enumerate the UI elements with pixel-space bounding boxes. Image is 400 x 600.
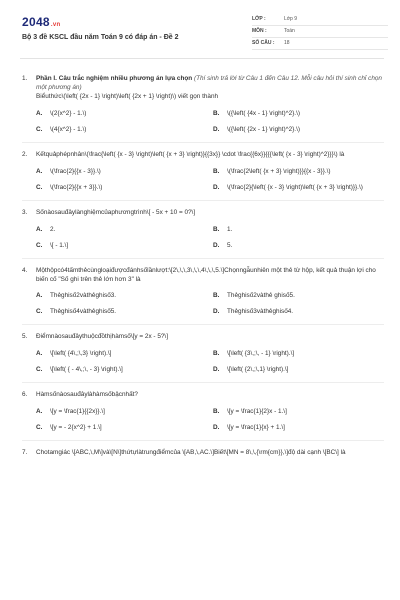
- option-b[interactable]: B. \(\frac{2\left( {x + 3} \right)}}{{x - 3}}.\): [213, 167, 331, 175]
- option-d[interactable]: D. \[\left( {2\,;\,1} \right).\]: [213, 365, 289, 373]
- meta-value: 18: [284, 40, 290, 46]
- site-logo[interactable]: 2048.vn: [22, 15, 61, 29]
- document-title: Bộ 3 đề KSCL đầu năm Toán 9 có đáp án - Đề 2: [22, 33, 179, 41]
- answer-options: [36, 106, 384, 138]
- option-c[interactable]: C. \[y = - 2{x^2} + 1.\]: [36, 423, 102, 431]
- option-a[interactable]: A. \[\left( {4\,;\,3} \right).\]: [36, 349, 112, 357]
- answer-options: [36, 346, 384, 378]
- document-header: [0, 0, 400, 58]
- meta-row-subject: [252, 26, 388, 38]
- answer-options: [36, 222, 384, 254]
- question-number: 4.: [22, 266, 28, 274]
- option-c[interactable]: C. \[ - 1.\]: [36, 241, 69, 249]
- option-b[interactable]: B. Thẻghisố2vàthẻ ghisố5.: [213, 291, 295, 299]
- question-text: Mộthộpcó4tấmthẻcùngloạiđượcđánhsốlầnlượt:\[2\,\,\,3\,\,\,4\,\,\,5.\]Chọnngẫunhiên một thẻ từ hộp, kết quả thuận lợi cho biến cố "Số ghi trên thẻ lớn hơn 3" là: [36, 266, 376, 283]
- option-a[interactable]: A. 2.: [36, 225, 56, 233]
- question-text: Sốnàosauđâylànghiệmcủaphươngtrình\[ - 5x + 10 = 0?\]: [36, 208, 196, 216]
- option-c[interactable]: C. \(4{x^2} - 1.\): [36, 125, 87, 133]
- question-7: [22, 449, 384, 459]
- question-text: Kếtquảphépnhân\(\frac{\left( {x - 3} \right)\left( {x + 3} \right)}{{3x}} \cdot \frac{{6x}}{{{\left( {x - 3} \right)^2}}}\) là: [36, 150, 345, 158]
- option-b[interactable]: B. \[\left( {3\,;\, - 1} \right).\]: [213, 349, 295, 357]
- part-note: (Thí sinh trả lời từ Câu 1 đến Câu 12. Mỗi câu hỏi thí sinh chỉ chọn một phương án): [36, 75, 382, 91]
- question-number: 3.: [22, 208, 28, 216]
- question-1: [22, 75, 384, 143]
- meta-row-count: [252, 38, 388, 50]
- question-text: Điểmnàosauđâythuộcđồthịhàmsố\[y = 2x - 5?\]: [36, 332, 168, 340]
- option-d[interactable]: D. \({\left( {2x - 1} \right)^2}.\): [213, 125, 300, 133]
- answer-options: [36, 164, 384, 196]
- option-a[interactable]: A. \(2{x^2} - 1.\): [36, 109, 87, 117]
- option-c[interactable]: C. \(\frac{2}{{x + 3}}.\): [36, 183, 103, 191]
- part-title: Phần I. Câu trắc nghiệm nhiều phương án lựa chọn: [36, 75, 193, 82]
- exam-meta: [252, 14, 388, 50]
- question-text: Biểuthức\(\left( {2x - 1} \right)\left( {2x + 1} \right)\) viết gọn thành: [36, 92, 219, 100]
- option-d[interactable]: D. 5.: [213, 241, 233, 249]
- option-d[interactable]: D. \[y = \frac{1}{x} + 1.\]: [213, 423, 285, 431]
- meta-key: MÔN :: [252, 28, 267, 34]
- question-number: 5.: [22, 332, 28, 340]
- option-d[interactable]: D. \(\frac{2}{\left( {x - 3} \right)\left( {x + 3} \right)}}.\): [213, 183, 363, 191]
- question-5: [22, 333, 384, 383]
- option-b[interactable]: B. 1.: [213, 225, 233, 233]
- option-d[interactable]: D. Thẻghisố3vàthẻghisố4.: [213, 307, 294, 315]
- question-4: [22, 267, 384, 325]
- answer-options: [36, 288, 384, 320]
- answer-options: [36, 404, 384, 436]
- option-a[interactable]: A. \(\frac{2}{{x - 3}}.\): [36, 167, 101, 175]
- option-b[interactable]: B. \[y = \frac{1}{2}x - 1.\]: [213, 407, 287, 415]
- option-c[interactable]: C. Thẻghisố4vàthẻghisố5.: [36, 307, 117, 315]
- question-divider: [22, 200, 384, 201]
- question-6: [22, 391, 384, 441]
- question-3: [22, 209, 384, 259]
- question-list: [0, 59, 400, 459]
- meta-row-class: [252, 14, 388, 26]
- meta-value: Lớp 9: [284, 16, 298, 22]
- question-divider: [22, 142, 384, 143]
- question-text: Hàmsốnàosauđâylàhàmsốbậcnhất?: [36, 390, 138, 398]
- question-divider: [22, 324, 384, 325]
- question-number: 6.: [22, 390, 28, 398]
- meta-value: Toán: [284, 28, 295, 34]
- meta-key: LỚP :: [252, 16, 266, 22]
- question-divider: [22, 382, 384, 383]
- meta-key: SỐ CÂU :: [252, 40, 275, 46]
- question-text: Chotamgiác \[ABC,\,M\]và\[N\]thứtựlàtrungđiểmcủa \[AB,\,AC.\]Biết\[MN = 8\,\,{\rm{cm}},\]độ dài cạnh \[BC\] là: [36, 448, 346, 456]
- question-divider: [22, 440, 384, 441]
- question-number: 7.: [22, 448, 28, 456]
- question-divider: [22, 258, 384, 259]
- option-a[interactable]: A. Thẻghisố2vàthẻghisố3.: [36, 291, 117, 299]
- question-number: 1.: [22, 75, 28, 82]
- question-number: 2.: [22, 150, 28, 158]
- option-b[interactable]: B. \({\left( {4x - 1} \right)^2}.\): [213, 109, 300, 117]
- option-a[interactable]: A. \[y = \frac{1}{{2x}}.\]: [36, 407, 105, 415]
- option-c[interactable]: C. \[\left( { - 4\,;\, - 3} \right).\]: [36, 365, 123, 373]
- question-2: [22, 151, 384, 201]
